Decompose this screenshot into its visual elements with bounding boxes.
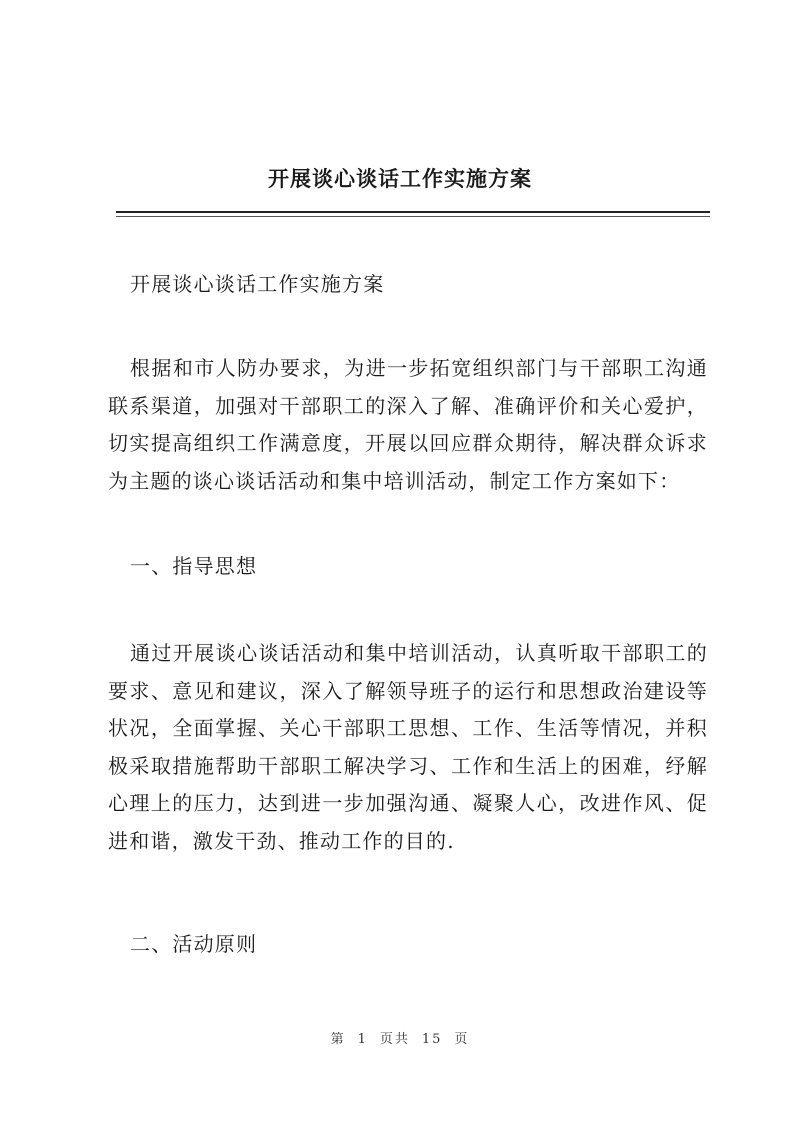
- title-rule-thin: [116, 216, 710, 217]
- footer-current-page: 1: [357, 1032, 368, 1047]
- footer-middle: 页共: [379, 1032, 410, 1047]
- footer-prefix: 第: [330, 1032, 346, 1047]
- paragraph-guiding-ideology: 通过开展谈心谈话活动和集中培训活动，认真听取干部职工的要求、意见和建议，深入了解领导班子的运行和思想政治建设等状况，全面掌握、关心干部职工思想、工作、生活等情况，并积极采取措施帮助干部职工解决学习、工作和生活上的困难，纾解心理上的压力，达到进一步加强沟通、凝聚人心，改进作风、促进和谐，激发干劲、推动工作的目的.: [108, 641, 708, 853]
- document-subtitle: 开展谈心谈话工作实施方案: [130, 272, 385, 296]
- footer-total-pages: 15: [421, 1032, 443, 1047]
- paragraph-intro: 根据和市人防办要求，为进一步拓宽组织部门与干部职工沟通联系渠道，加强对干部职工的深入了解、准确评价和关心爱护，切实提高组织工作满意度，开展以回应群众期待，解决群众诉求为主题的谈心谈话活动和集中培训活动，制定工作方案如下：: [108, 356, 708, 493]
- footer-suffix: 页: [454, 1032, 470, 1047]
- section-heading-activity-principles: 二、活动原则: [130, 932, 258, 956]
- title-rule: [116, 211, 710, 213]
- document-title: 开展谈心谈话工作实施方案: [268, 166, 532, 191]
- page-footer: [0, 1030, 800, 1050]
- section-heading-guiding-ideology: 一、指导思想: [130, 554, 258, 578]
